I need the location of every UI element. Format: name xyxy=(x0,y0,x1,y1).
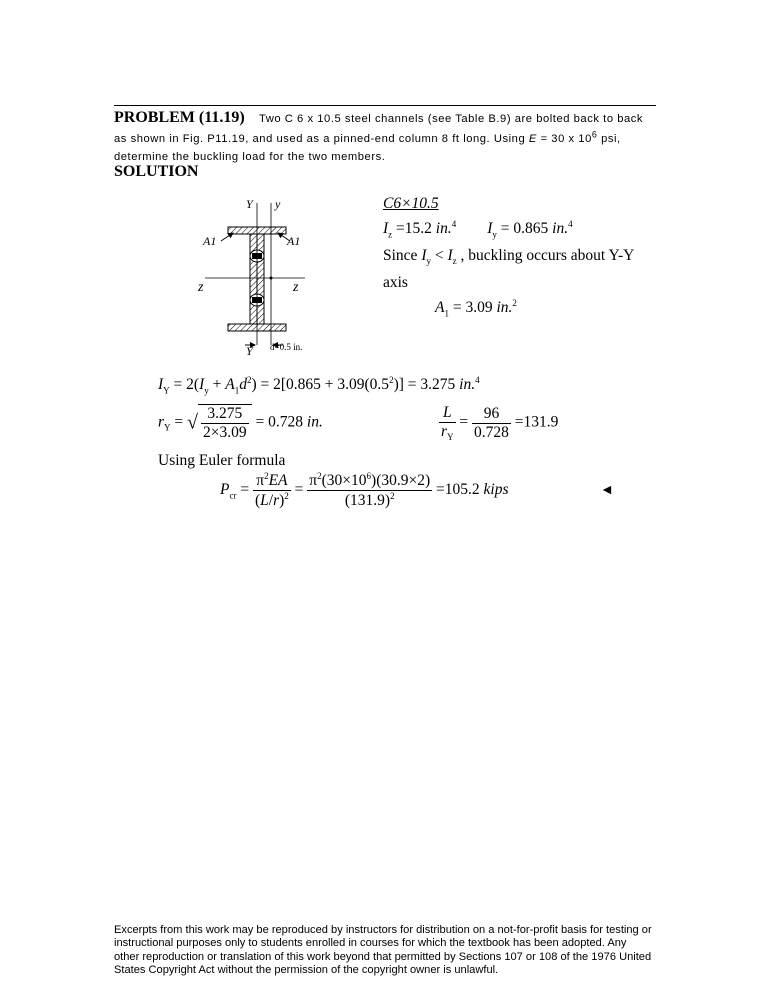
problem-block xyxy=(114,110,659,165)
label-z-left: z xyxy=(198,280,204,295)
label-d: d=0.5 in. xyxy=(270,342,303,352)
label-Y-top: Y xyxy=(246,197,253,211)
since-statement: Since $I_y < I_z$ , buckling occurs about Y-Y xyxy=(383,247,635,267)
top-rule xyxy=(114,105,656,106)
cross-section-figure xyxy=(195,195,355,365)
area-A1: $A_1 = 3.09$ in.$^2$ xyxy=(435,298,517,319)
problem-statement: Two C 6 x 10.5 steel channels (see Table B.9) are bolted back to back as shown in Fig. P11.19, and used as a pinned-end column 8 ft long. Using E = 30 x $10^6$ psi, determine the buckling load for the two members. xyxy=(114,113,644,163)
label-z-right: z xyxy=(293,280,299,295)
problem-title: PROBLEM (11.19) xyxy=(114,109,245,126)
end-marker: ◄ xyxy=(600,483,614,498)
since-statement-cont: axis xyxy=(383,274,408,292)
euler-label: Using Euler formula xyxy=(158,452,286,469)
given-block xyxy=(383,193,634,325)
label-A1-right: A1 xyxy=(287,234,301,248)
label-A1-left: A1 xyxy=(203,234,217,248)
solution-heading: SOLUTION xyxy=(114,163,199,180)
equation-slenderness: $\frac{L}{r_Y}$ = $\frac{96}{0.728}$ =131.9 xyxy=(441,404,559,443)
equation-IY: $I_Y = 2(I_y + A_1d^2) = 2[0.865 + 3.09(0.5^2)] = 3.275$ in.$^4$ xyxy=(158,375,480,396)
section-designation: C6×10.5 xyxy=(383,195,439,212)
web-right xyxy=(257,234,264,324)
label-Y-bottom: Y xyxy=(246,344,253,358)
equation-rY: $r_Y$ = √ $\frac{3.275}{2\times 3.09}$ = 0.728 in. xyxy=(158,405,323,441)
label-y-top: y xyxy=(275,197,281,211)
copyright-footer: Excerpts from this work may be reproduced by instructors for distribution on a not-for-profit basis for testing or instructional purposes only to students enrolled in courses for which the textbook has been adopted. Any other reproduction or translation of this work beyond that permitted by Sections 107 or 108 of the 1976 United States Copyright Act without the permission of the copyright owner is unlawful. xyxy=(114,924,652,977)
moments-of-inertia: $I_z =15.2$ in.$^4$ $I_y = 0.865$ in.$^4$ xyxy=(383,219,573,240)
equation-Pcr: $P_{cr}$ = $\frac{\pi^2EA}{(L/r)^2}$ = $\frac{\pi^2(30\times 10^6)(30.9\times 2)}{(131.9)^2}$ =105.2 kips xyxy=(220,471,509,510)
web-left xyxy=(250,234,257,324)
